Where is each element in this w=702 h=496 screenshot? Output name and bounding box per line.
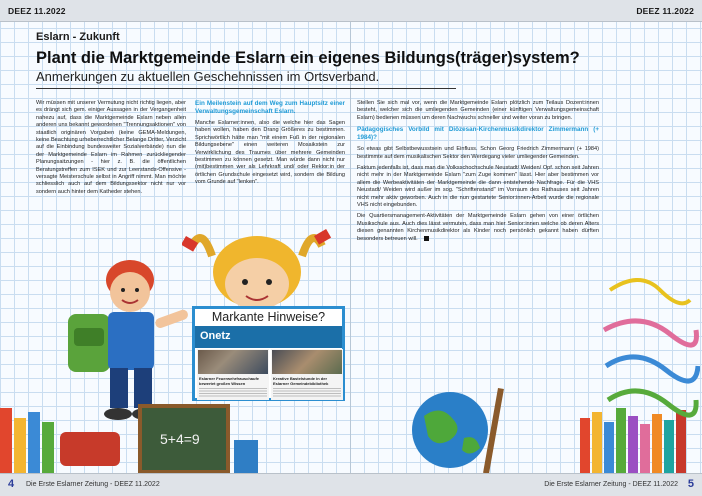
page-number-left: 4 [8,478,15,490]
column-heading: Pädagogisches Vorbild mit Diözesan-Kirchenmusikdirektor Zimmermann (+ 1984)? [357,126,599,142]
end-of-article-mark [424,236,429,241]
article-headline: Plant die Marktgemeinde Eslarn ein eigenes Bildungs(träger)system? [36,49,580,67]
paragraph: So etwas gibt Selbstbewusstsein und Einfluss. Schon Georg Friedrich Zimmermann (+ 1984) bestimmte auf dem musikalischen Sektor den Werdegang vieler umliegender Gemeinden. [357,146,599,160]
headline-divider [36,88,456,89]
article-column-3 [357,100,599,247]
paragraph [357,213,599,243]
footer-text-left: Die Erste Eslarner Zeitung - DEEZ 11.2022 [26,481,160,488]
news-card[interactable] [271,349,343,400]
header-bar [0,0,702,22]
article-kicker: Eslarn - Zukunft [36,31,120,43]
footer-text-right: Die Erste Eslarner Zeitung - DEEZ 11.2022 [544,481,678,488]
paragraph: Stellen Sie sich mal vor, wenn die Marktgemeinde Eslarn plötzlich zum Teilaus Dozent:innen besteht, welcher sich die umliegenden Gemeinden (einer künftigen Verwaltungsgemeinschaft Eslarn) bedienen müssen um deren Nachwuchs schneller und weiter voran zu bringen. [357,100,599,121]
svg-text:5+4=9: 5+4=9 [160,431,200,447]
page-number-right: 5 [687,478,694,490]
illustration-girl-with-pigtails [182,226,332,316]
paragraph: Faktum jedenfalls ist, dass man die Volksschochschule Neustadt/ Weiden/ Opf. schon seit Jahren nicht mehr in der Marktgemeinde Eslarn "zum Zuge kommen" lässt. Hier aber bestimmen vor allem die Werbeaktivitäten der Marktgemeinde die dann entstehende Nachfrage. Für die VHS Neustadt/ Weiden wird außer im sog. "Schriftenstand" im Vorraum des Rathauses seit Jahren nicht mehr aktiv geworben. Auch in die nun gestartete Senior:innen-Arbeit wurde die regionale VHS nicht eingebunden. [357,165,599,209]
news-card-text-lines [199,388,267,398]
news-card-photo [198,350,268,374]
news-card-title: Eslarner Feuerwehrfrauschaufe bewertet großen Wissen [199,376,260,386]
onetz-banner [195,326,342,348]
issue-label-left: DEEZ 11.2022 [8,6,66,16]
column-heading: Ein Meilenstein auf dem Weg zum Hauptsitz einer Verwaltungsgemeinschaft Eslarn. [195,100,345,115]
issue-label-right: DEEZ 11.2022 [636,6,694,16]
paragraph: Manche Eslarner:innen, also die welche hier das Sagen haben wollen, haben den Drang Größeres zu bestimmen. Sprichwörtlich hätte man "mit einem Fuß in der regionalen Bildungsebene" einen weiteren Mosaikstein zur Verwirklichung des Traumes über mehrere Gemeinden bestimmen zu können gesetzt. Man würde dann nicht nur (mit)bestimmen wer als Lehrkraft und/ oder Rektor:in der örtlichen Grundschule eingesetzt wird, sondern die Bildung vom Grunde auf "lenken". [195,120,345,186]
onetz-logo: Onetz [200,330,231,342]
decorative-scribbles [600,270,700,440]
news-card-title: Kreative Bastelstunde in der Eslarner Gemeindebibliothek [273,376,329,386]
article-column-2 [195,100,345,191]
article-column-1 [36,100,186,200]
news-card-photo [272,350,342,374]
hint-box [192,306,345,401]
news-card-text-lines [273,388,341,398]
hint-box-title: Markante Hinweise? [195,309,342,326]
paragraph: Wir müssen mit unserer Vermutung nicht richtig liegen, aber es drängt sich gem. einiger Aussagen in der Vergangenheit nahezu auf, dass die Marktgemeinde Eslarn neben allen anderen uns bekannt gewordenen "Trennungsaktionen" von staatlich originären Vorgaben (keine GEMA-Meldungen, keine Beachtung urheberrechtlicher Belange Dritter, Verzicht auf die Einbindung bundesweiter Sozialverbände) nun die der Marktgemeinde Eslarn im Rahmen zurückliegender Planungsaitzungen - hier z. B. die öffentlichen Beratungstreffen zum ISEK und zur Leerstands-Offensive - versagte Meisterschule selbst in Angriff nimmt. Man möchte schliesslich auch auf dem Bildungssektor nicht nur vor sondern auch hinter dem Katheder stehen. [36,100,186,195]
footer-bar [0,473,702,496]
news-card[interactable] [197,349,269,400]
article-subhead: Anmerkungen zu aktuellen Geschehnissen im Ortsverband. [36,69,380,84]
paragraph-text: Die Quartiersmanagement-Aktivitäten der Marktgemeinde Eslarn gehen von einer örtlichen Musikschule aus. Auch dies lässt vermuten, dass man hier Senior:innen welche ob deren Alters diesen genannten Kirchenmusikdirektor als Kinder noch persönlich gekannt haben dürften besonders betreuen will. [357,213,599,242]
